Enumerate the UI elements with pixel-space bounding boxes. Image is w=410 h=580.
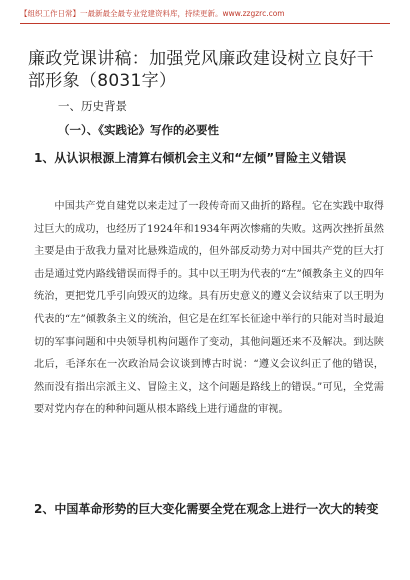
page-header[interactable]: 【组织工作日常】一最新最全最专业党建资料库，持续更新。www.zzgzrc.com: [20, 9, 285, 18]
body-paragraph: 中国共产党自建党以来走过了一段传奇而又曲折的路程。它在实践中取得过巨大的成功，也经历了1924年和1934年两次惨痛的失败。这两次挫折虽然主要是由于敌我力量对比悬殊造成的，但外部反动势力对中国共产党的巨大打击是通过党内路线错误而得手的。其中以王明为代表的“左”倾教条主义的四年统治，更把党几乎引向毁灭的边缘。具有历史意义的遵义会议结束了以王明为代表的“左”倾教条主义的统治，但它是在红军长征途中举行的只能对当时最迫切的军事问题和中央领导机构问题作了变动，其他问题还来不及解决。到达陕北后，毛泽东在一次政治局会议谈到博古时说：“遵义会议纠正了他的错误，然而没有指出宗派主义、冒险主义，这个问题是路线上的错误。”可见，全党需要对党内存在的种种问题从根本路线上进行通盘的审视。: [34, 201, 384, 416]
section-heading: 一、历史背景: [58, 99, 127, 113]
subsection-heading: （一）、《实践论》写作的必要性: [58, 123, 219, 137]
document-title: 廉政党课讲稿：加强党风廉政建设树立良好干部形象（8031字）: [28, 49, 374, 91]
point-heading-1: 1、从认识根源上清算右倾机会主义和“左倾”冒险主义错误: [34, 151, 347, 165]
header-divider: [20, 23, 390, 24]
point-heading-2: 2、中国革命形势的巨大变化需要全党在观念上进行一次大的转变: [34, 502, 379, 516]
